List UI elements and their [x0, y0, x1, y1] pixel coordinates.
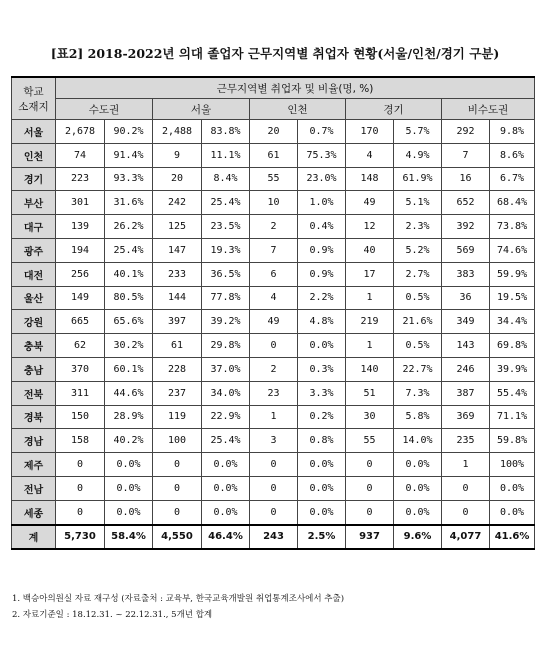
count-cell: 0: [250, 334, 298, 358]
percent-cell: 0.0%: [490, 500, 535, 524]
table-row: [12, 429, 535, 453]
count-cell: 170: [346, 120, 394, 144]
footnote: 1. 백승아의원실 자료 재구성 (자료출처 : 교육부, 한국교육개발원 취업통계조사에서 추출): [12, 594, 345, 604]
count-cell: 937: [346, 525, 394, 550]
count-cell: 144: [153, 286, 202, 310]
count-cell: 0: [250, 453, 298, 477]
table-row: [12, 167, 535, 191]
count-cell: 311: [56, 381, 105, 405]
group-header: 근무지역별 취업자 및 비율(명, %): [56, 77, 535, 99]
count-cell: 256: [56, 262, 105, 286]
count-cell: 140: [346, 357, 394, 381]
count-cell: 10: [250, 191, 298, 215]
count-cell: 349: [442, 310, 490, 334]
percent-cell: 71.1%: [490, 405, 535, 429]
count-cell: 0: [442, 476, 490, 500]
count-cell: 1: [346, 334, 394, 358]
percent-cell: 5.7%: [394, 120, 442, 144]
table-row: [12, 500, 535, 524]
percent-cell: 19.5%: [490, 286, 535, 310]
count-cell: 223: [56, 167, 105, 191]
percent-cell: 65.6%: [105, 310, 153, 334]
count-cell: 3: [250, 429, 298, 453]
percent-cell: 23.0%: [298, 167, 346, 191]
column-header: 서울: [153, 99, 250, 120]
count-cell: 49: [346, 191, 394, 215]
percent-cell: 41.6%: [490, 525, 535, 550]
percent-cell: 2.2%: [298, 286, 346, 310]
count-cell: 16: [442, 167, 490, 191]
count-cell: 20: [153, 167, 202, 191]
percent-cell: 21.6%: [394, 310, 442, 334]
count-cell: 194: [56, 238, 105, 262]
total-row: [12, 525, 535, 550]
percent-cell: 90.2%: [105, 120, 153, 144]
count-cell: 0: [346, 476, 394, 500]
percent-cell: 31.6%: [105, 191, 153, 215]
table-row: [12, 238, 535, 262]
percent-cell: 40.1%: [105, 262, 153, 286]
percent-cell: 0.4%: [298, 215, 346, 239]
region-cell: 대구: [12, 215, 56, 239]
percent-cell: 34.0%: [202, 381, 250, 405]
count-cell: 7: [442, 143, 490, 167]
region-cell: 경기: [12, 167, 56, 191]
percent-cell: 25.4%: [202, 429, 250, 453]
count-cell: 125: [153, 215, 202, 239]
region-cell: 서울: [12, 120, 56, 144]
count-cell: 150: [56, 405, 105, 429]
percent-cell: 39.2%: [202, 310, 250, 334]
percent-cell: 23.5%: [202, 215, 250, 239]
footnote: 2. 자료기준일 : 18.12.31. ~ 22.12.31., 5개년 합계: [12, 610, 213, 620]
percent-cell: 58.4%: [105, 525, 153, 550]
percent-cell: 60.1%: [105, 357, 153, 381]
percent-cell: 0.5%: [394, 334, 442, 358]
percent-cell: 73.8%: [490, 215, 535, 239]
region-cell: 대전: [12, 262, 56, 286]
count-cell: 100: [153, 429, 202, 453]
count-cell: 4: [250, 286, 298, 310]
count-cell: 219: [346, 310, 394, 334]
table-row: [12, 453, 535, 477]
employment-table: [11, 76, 535, 550]
percent-cell: 83.8%: [202, 120, 250, 144]
percent-cell: 40.2%: [105, 429, 153, 453]
percent-cell: 0.7%: [298, 120, 346, 144]
percent-cell: 34.4%: [490, 310, 535, 334]
table-row: [12, 476, 535, 500]
percent-cell: 11.1%: [202, 143, 250, 167]
count-cell: 383: [442, 262, 490, 286]
count-cell: 30: [346, 405, 394, 429]
percent-cell: 0.0%: [105, 500, 153, 524]
count-cell: 1: [250, 405, 298, 429]
percent-cell: 59.8%: [490, 429, 535, 453]
table-row: [12, 381, 535, 405]
percent-cell: 0.0%: [394, 476, 442, 500]
count-cell: 20: [250, 120, 298, 144]
percent-cell: 44.6%: [105, 381, 153, 405]
count-cell: 2,488: [153, 120, 202, 144]
percent-cell: 74.6%: [490, 238, 535, 262]
percent-cell: 8.6%: [490, 143, 535, 167]
region-cell: 울산: [12, 286, 56, 310]
count-cell: 0: [442, 500, 490, 524]
table-row: [12, 357, 535, 381]
region-cell: 전북: [12, 381, 56, 405]
percent-cell: 39.9%: [490, 357, 535, 381]
corner-bottom-label: 소재지: [18, 100, 49, 113]
percent-cell: 29.8%: [202, 334, 250, 358]
count-cell: 0: [56, 500, 105, 524]
count-cell: 0: [56, 476, 105, 500]
count-cell: 2: [250, 357, 298, 381]
count-cell: 235: [442, 429, 490, 453]
count-cell: 569: [442, 238, 490, 262]
region-cell: 전남: [12, 476, 56, 500]
percent-cell: 0.0%: [298, 500, 346, 524]
count-cell: 119: [153, 405, 202, 429]
count-cell: 0: [56, 453, 105, 477]
count-cell: 237: [153, 381, 202, 405]
count-cell: 49: [250, 310, 298, 334]
count-cell: 51: [346, 381, 394, 405]
table-row: [12, 405, 535, 429]
count-cell: 652: [442, 191, 490, 215]
region-cell: 충북: [12, 334, 56, 358]
percent-cell: 2.3%: [394, 215, 442, 239]
percent-cell: 22.9%: [202, 405, 250, 429]
count-cell: 36: [442, 286, 490, 310]
table-row: [12, 334, 535, 358]
percent-cell: 0.0%: [298, 476, 346, 500]
count-cell: 147: [153, 238, 202, 262]
region-cell: 강원: [12, 310, 56, 334]
count-cell: 7: [250, 238, 298, 262]
count-cell: 0: [250, 476, 298, 500]
count-cell: 243: [250, 525, 298, 550]
percent-cell: 25.4%: [105, 238, 153, 262]
count-cell: 0: [153, 453, 202, 477]
count-cell: 61: [250, 143, 298, 167]
count-cell: 149: [56, 286, 105, 310]
count-cell: 233: [153, 262, 202, 286]
count-cell: 143: [442, 334, 490, 358]
count-cell: 61: [153, 334, 202, 358]
percent-cell: 0.0%: [298, 334, 346, 358]
count-cell: 369: [442, 405, 490, 429]
percent-cell: 59.9%: [490, 262, 535, 286]
region-cell: 계: [12, 525, 56, 550]
count-cell: 2,678: [56, 120, 105, 144]
table-row: [12, 262, 535, 286]
count-cell: 665: [56, 310, 105, 334]
table-row: [12, 286, 535, 310]
count-cell: 2: [250, 215, 298, 239]
percent-cell: 0.0%: [490, 476, 535, 500]
percent-cell: 4.8%: [298, 310, 346, 334]
column-header: 인천: [250, 99, 346, 120]
count-cell: 158: [56, 429, 105, 453]
region-cell: 부산: [12, 191, 56, 215]
count-cell: 74: [56, 143, 105, 167]
column-header: 경기: [346, 99, 442, 120]
count-cell: 292: [442, 120, 490, 144]
count-cell: 23: [250, 381, 298, 405]
count-cell: 62: [56, 334, 105, 358]
count-cell: 370: [56, 357, 105, 381]
count-cell: 0: [153, 500, 202, 524]
count-cell: 242: [153, 191, 202, 215]
percent-cell: 0.0%: [202, 500, 250, 524]
count-cell: 0: [153, 476, 202, 500]
percent-cell: 2.5%: [298, 525, 346, 550]
count-cell: 246: [442, 357, 490, 381]
count-cell: 55: [250, 167, 298, 191]
percent-cell: 8.4%: [202, 167, 250, 191]
percent-cell: 9.6%: [394, 525, 442, 550]
percent-cell: 55.4%: [490, 381, 535, 405]
percent-cell: 6.7%: [490, 167, 535, 191]
percent-cell: 30.2%: [105, 334, 153, 358]
percent-cell: 19.3%: [202, 238, 250, 262]
percent-cell: 80.5%: [105, 286, 153, 310]
percent-cell: 0.5%: [394, 286, 442, 310]
table-row: [12, 120, 535, 144]
percent-cell: 91.4%: [105, 143, 153, 167]
count-cell: 148: [346, 167, 394, 191]
count-cell: 12: [346, 215, 394, 239]
percent-cell: 0.0%: [298, 453, 346, 477]
region-cell: 제주: [12, 453, 56, 477]
percent-cell: 0.9%: [298, 238, 346, 262]
region-cell: 충남: [12, 357, 56, 381]
count-cell: 55: [346, 429, 394, 453]
count-cell: 1: [346, 286, 394, 310]
page-title: [표2] 2018-2022년 의대 졸업자 근무지역별 취업자 현황(서울/인천/경기 구분): [50, 46, 500, 61]
percent-cell: 75.3%: [298, 143, 346, 167]
corner-top-label: 학교: [23, 85, 44, 98]
percent-cell: 0.0%: [202, 453, 250, 477]
percent-cell: 26.2%: [105, 215, 153, 239]
count-cell: 392: [442, 215, 490, 239]
percent-cell: 9.8%: [490, 120, 535, 144]
count-cell: 228: [153, 357, 202, 381]
percent-cell: 46.4%: [202, 525, 250, 550]
column-header: 비수도권: [442, 99, 535, 120]
count-cell: 0: [346, 453, 394, 477]
count-cell: 301: [56, 191, 105, 215]
percent-cell: 37.0%: [202, 357, 250, 381]
region-cell: 경북: [12, 405, 56, 429]
count-cell: 6: [250, 262, 298, 286]
percent-cell: 25.4%: [202, 191, 250, 215]
column-header: 수도권: [56, 99, 153, 120]
percent-cell: 36.5%: [202, 262, 250, 286]
count-cell: 17: [346, 262, 394, 286]
percent-cell: 0.0%: [394, 453, 442, 477]
percent-cell: 69.8%: [490, 334, 535, 358]
count-cell: 139: [56, 215, 105, 239]
percent-cell: 4.9%: [394, 143, 442, 167]
corner-header: [12, 77, 56, 120]
count-cell: 0: [346, 500, 394, 524]
percent-cell: 0.0%: [202, 476, 250, 500]
percent-cell: 61.9%: [394, 167, 442, 191]
percent-cell: 0.3%: [298, 357, 346, 381]
percent-cell: 7.3%: [394, 381, 442, 405]
percent-cell: 77.8%: [202, 286, 250, 310]
percent-cell: 2.7%: [394, 262, 442, 286]
count-cell: 1: [442, 453, 490, 477]
table-row: [12, 215, 535, 239]
percent-cell: 14.0%: [394, 429, 442, 453]
percent-cell: 0.8%: [298, 429, 346, 453]
count-cell: 4,550: [153, 525, 202, 550]
percent-cell: 93.3%: [105, 167, 153, 191]
table-row: [12, 143, 535, 167]
percent-cell: 5.8%: [394, 405, 442, 429]
region-cell: 인천: [12, 143, 56, 167]
percent-cell: 0.0%: [105, 476, 153, 500]
percent-cell: 5.1%: [394, 191, 442, 215]
table-row: [12, 310, 535, 334]
region-cell: 경남: [12, 429, 56, 453]
count-cell: 397: [153, 310, 202, 334]
count-cell: 9: [153, 143, 202, 167]
percent-cell: 28.9%: [105, 405, 153, 429]
percent-cell: 5.2%: [394, 238, 442, 262]
count-cell: 4: [346, 143, 394, 167]
percent-cell: 3.3%: [298, 381, 346, 405]
count-cell: 0: [250, 500, 298, 524]
region-cell: 광주: [12, 238, 56, 262]
percent-cell: 1.0%: [298, 191, 346, 215]
percent-cell: 100%: [490, 453, 535, 477]
count-cell: 4,077: [442, 525, 490, 550]
percent-cell: 68.4%: [490, 191, 535, 215]
percent-cell: 0.0%: [105, 453, 153, 477]
region-cell: 세종: [12, 500, 56, 524]
count-cell: 387: [442, 381, 490, 405]
percent-cell: 0.9%: [298, 262, 346, 286]
footnotes: [12, 591, 344, 623]
table-row: [12, 191, 535, 215]
percent-cell: 0.0%: [394, 500, 442, 524]
count-cell: 40: [346, 238, 394, 262]
percent-cell: 0.2%: [298, 405, 346, 429]
count-cell: 5,730: [56, 525, 105, 550]
percent-cell: 22.7%: [394, 357, 442, 381]
